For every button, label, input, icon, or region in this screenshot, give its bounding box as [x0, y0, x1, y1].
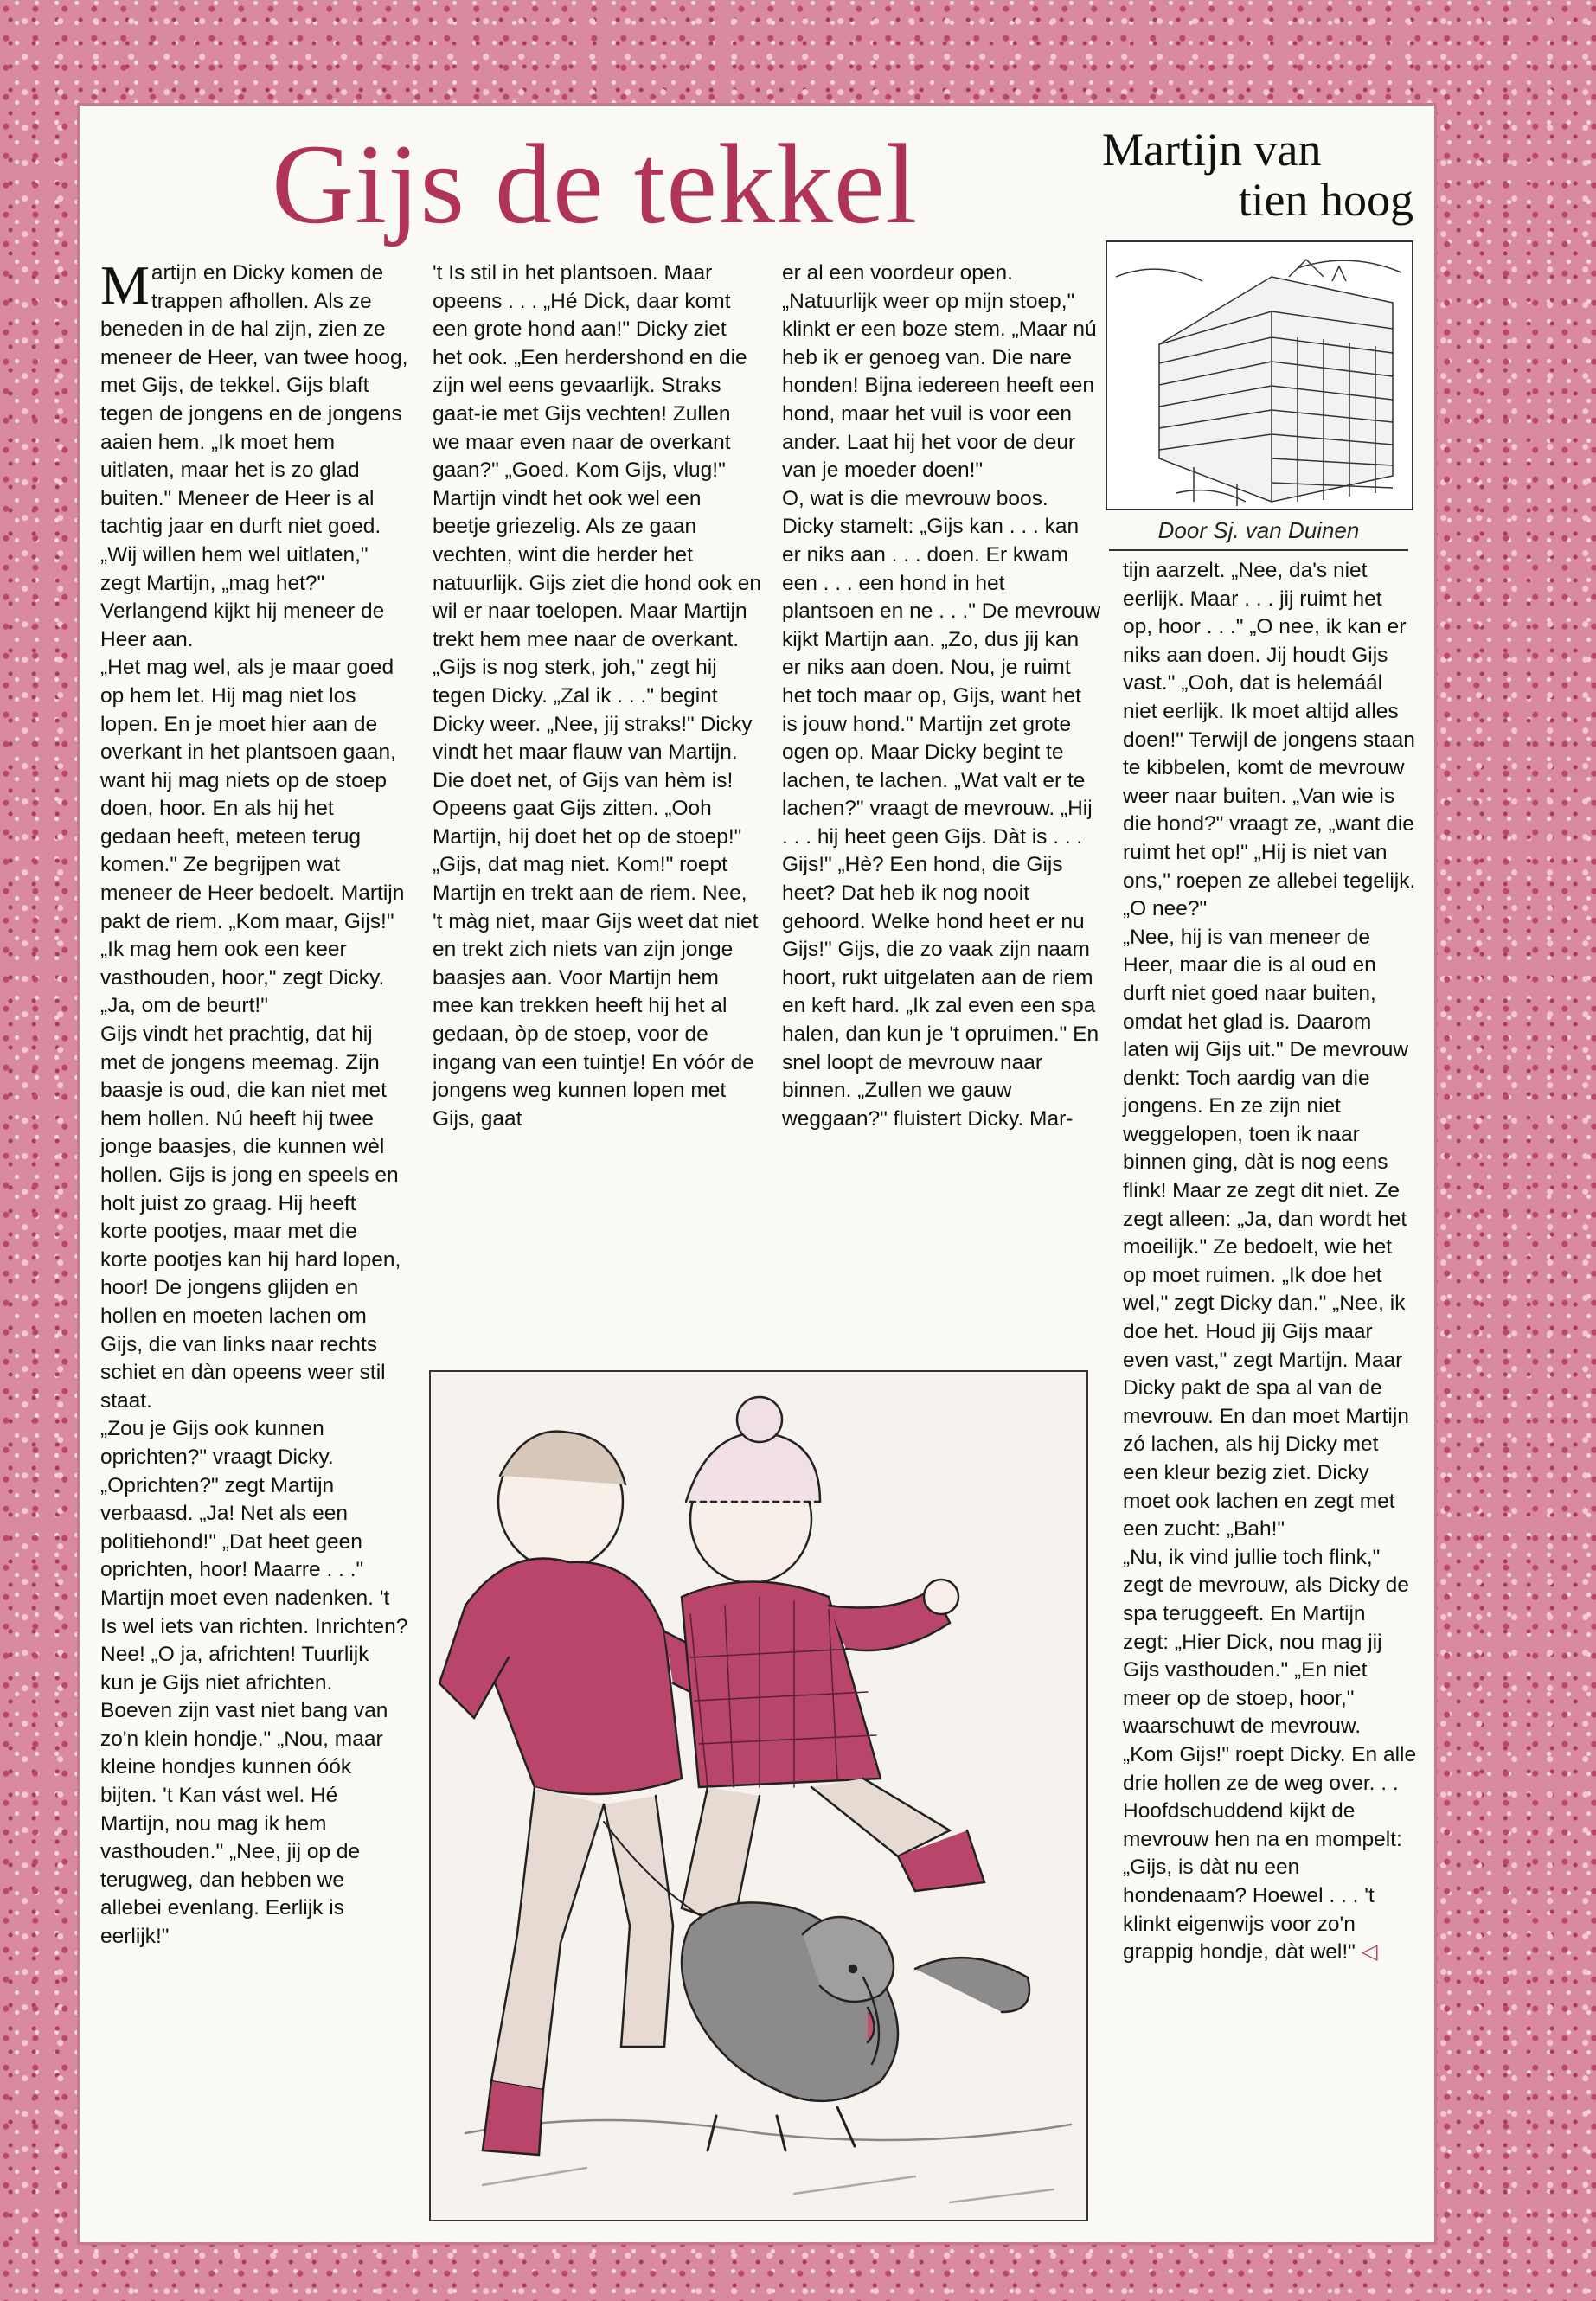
boys-walking-dog-illustration: [429, 1370, 1088, 2221]
paragraph: „Het mag wel, als je maar goed op hem let. Hij mag niet los lopen. En je moet hier aan de overkant in het plantsoen gaan, want hij mag niets op de stoep doen, hoor. En als hij het gedaan heeft, meteen terug komen." Ze begrijpen wat meneer de Heer bedoelt. Martijn pakt de riem. „Kom maar, Gijs!" „Ik mag hem ook een keer vasthouden, hoor," zegt Dicky. „Ja, om de beurt!": [100, 656, 405, 1018]
text-column-4: [1123, 557, 1417, 1967]
paragraph: O, wat is die mevrouw boos. Dicky stamelt: „Gijs kan . . . kan er niks aan . . . doen. Er kwam een . . . een hond in het plantsoen en ne . . ." De mevrouw kijkt Martijn aan. „Zo, dus jij kan er niks aan doen. Nou, je ruimt het toch maar op, Gijs, want het is jouw hond." Martijn zet grote ogen op. Maar Dicky begint te lachen, te lachen. „Wat valt er te lachen?" vraagt de mevrouw. „Hij . . . hij heet geen Gijs. Dàt is . . . Gijs!" „Hè? Een hond, die Gijs heet? Dat heb ik nog nooit gehoord. Welke hond heet er nu Gijs!" Gijs, die zo vaak zijn naam hoort, rukt uitgelaten aan de riem en keft hard. „Ik zal even een spa halen, dan kun je 't opruimen." En snel loopt de mevrouw naar binnen. „Zullen we gauw weggaan?" fluistert Dicky. Mar-: [782, 486, 1101, 1131]
paragraph: „Zou je Gijs ook kunnen oprichten?" vraagt Dicky. „Oprichten?" zegt Martijn verbaasd. „Ja! Net als een politiehond!" „Dat heet geen oprichten, hoor! Maarre . . ." Martijn moet even nadenken. 't Is wel iets van richten. Inrichten? Nee! „O ja, africhten! Tuurlijk kun je Gijs niet africhten. Boeven zijn vast niet bang van zo'n klein hondje." „Nou, maar kleine hondjes kunnen óók bijten. 't Kan vást wel. Hé Martijn, nou mag ik hem vasthouden." „Nee, jij op de terugweg, dan hebben we allebei evenlang. Eerlijk is eerlijk!": [100, 1417, 408, 1949]
series-heading-line2: tien hoog: [1238, 174, 1413, 226]
magazine-page: [80, 106, 1434, 2242]
paragraph: er al een voordeur open. „Natuurlijk weer op mijn stoep," klinkt er een boze stem. „Maar nú heb ik er genoeg van. Die nare honden! Bijna iedereen heeft een hond, maar het vuil is voor een ander. Laat hij het voor de deur van je moeder doen!": [782, 261, 1097, 483]
paragraph: tijn aarzelt. „Nee, da's niet eerlijk. Maar . . . jij ruimt het op, hoor . . ." „O nee, ik kan er niks aan doen. Jij houdt Gijs vast." „Ooh, dat is helemáál niet eerlijk. Ik moet altijd alles doen!" Terwijl de jongens staan te kibbelen, komt de mevrouw weer naar buiten. „Van wie is die hond?" vraagt ze, „want die ruimt het op!" „Hij is niet van ons," roepen ze allebei tegelijk. „O nee?": [1123, 559, 1416, 921]
paragraph: „Nee, hij is van meneer de Heer, maar die is al oud en durft niet goed naar buiten, omdat het glad is. Daarom laten wij Gijs uit." De mevrouw denkt: Toch aardig van die jongens. En ze zijn niet weggelopen, toen ik naar binnen ging, dàt is nog eens flink! Maar ze zegt dit niet. Ze zegt alleen: „Ja, dan wordt het moeilijk." Ze bedoelt, wie het op moet ruimen. „Ik doe het wel," zegt Dicky dan." „Nee, ik doe het. Houd jij Gijs maar even vast," zegt Martijn. Maar Dicky pakt de spa al van de mevrouw. En dan moet Martijn zó lachen, als hij Dicky met een kleur bezig ziet. Dicky moet ook lachen en zegt met een zucht: „Bah!": [1123, 925, 1409, 1541]
paragraph: Martijn en Dicky komen de trappen afhollen. Als ze beneden in de hal zijn, zien ze meneer de Heer, van twee hoog, met Gijs, de tekkel. Gijs blaft tegen de jongens en de jongens aaien hem. „Ik moet hem uitlaten, maar het is zo glad buiten." Meneer de Heer is al tachtig jaar en durft niet goed. „Wij willen hem wel uitlaten," zegt Martijn, „mag het?" Verlangend kijkt hij meneer de Heer aan.: [100, 254, 408, 651]
apartment-building-illustration: [1106, 240, 1413, 510]
text-column-2: [433, 260, 761, 1133]
story-title: Gijs de tekkel: [272, 120, 919, 247]
series-heading-line1: Martijn van: [1102, 124, 1322, 176]
author-credit: Door Sj. van Duinen: [1109, 517, 1408, 551]
paragraph: Opeens gaat Gijs zitten. „Ooh Martijn, hij doet het op de stoep!" „Gijs, dat mag niet. Kom!" roept Martijn en trekt aan de riem. Nee, 't màg niet, maar Gijs weet dat niet en trekt zich niets van zijn jonge baasjes aan. Voor Martijn hem mee kan trekken heeft hij het al gedaan, òp de stoep, voor de ingang van een tuintje! En vóór de jongens weg kunnen lopen met Gijs, gaat: [433, 797, 759, 1131]
paragraph: 't Is stil in het plantsoen. Maar opeens . . . „Hé Dick, daar komt een grote hond aan!" Dicky ziet het ook. „Een herdershond en die zijn wel eens gevaarlijk. Straks gaat-ie met Gijs vechten! Zullen we maar even naar de overkant gaan?" „Goed. Kom Gijs, vlug!" Martijn vindt het ook wel een beetje griezelig. Als ze gaan vechten, wint die herder het natuurlijk. Gijs ziet die hond ook en wil er naar toelopen. Maar Martijn trekt hem mee naar de overkant. „Gijs is nog sterk, joh," zegt hij tegen Dicky. „Zal ik . . ." begint Dicky weer. „Nee, jij straks!" Dicky vindt het maar flauw van Martijn. Die doet net, of Gijs van hèm is!: [433, 261, 761, 792]
end-mark-icon: ◁: [1361, 1940, 1378, 1965]
paragraph: „Nu, ik vind jullie toch flink," zegt de mevrouw, als Dicky de spa teruggeeft. En Martijn zegt: „Hier Dick, nou mag jij Gijs vasthouden." „En niet meer op de stoep, hoor," waarschuwt de mevrouw. „Kom Gijs!" roept Dicky. En alle drie hollen ze de weg over. . . Hoofdschuddend kijkt de mevrouw hen na en mompelt: „Gijs, is dàt nu een hondenaam? Hoewel . . . 't klinkt eigenwijs voor zo'n grappig hondje, dàt wel!" ◁: [1123, 1545, 1417, 1965]
series-heading: [1093, 125, 1413, 225]
paragraph: Gijs vindt het prachtig, dat hij met de jongens meemag. Zijn baasje is oud, die kan niet met hem hollen. Nú heeft hij twee jonge baasjes, die kunnen wèl hollen. Gijs is jong en speels en holt juist zo graag. Hij heeft korte pootjes, maar met die korte pootjes kan hij hard lopen, hoor! De jongens glijden en hollen en moeten lachen om Gijs, die van links naar rechts schiet en dàn opeens weer stil staat.: [100, 1022, 401, 1413]
text-column-1: [100, 254, 408, 1952]
text-column-3: [782, 260, 1102, 1133]
drop-cap: M: [100, 254, 150, 316]
